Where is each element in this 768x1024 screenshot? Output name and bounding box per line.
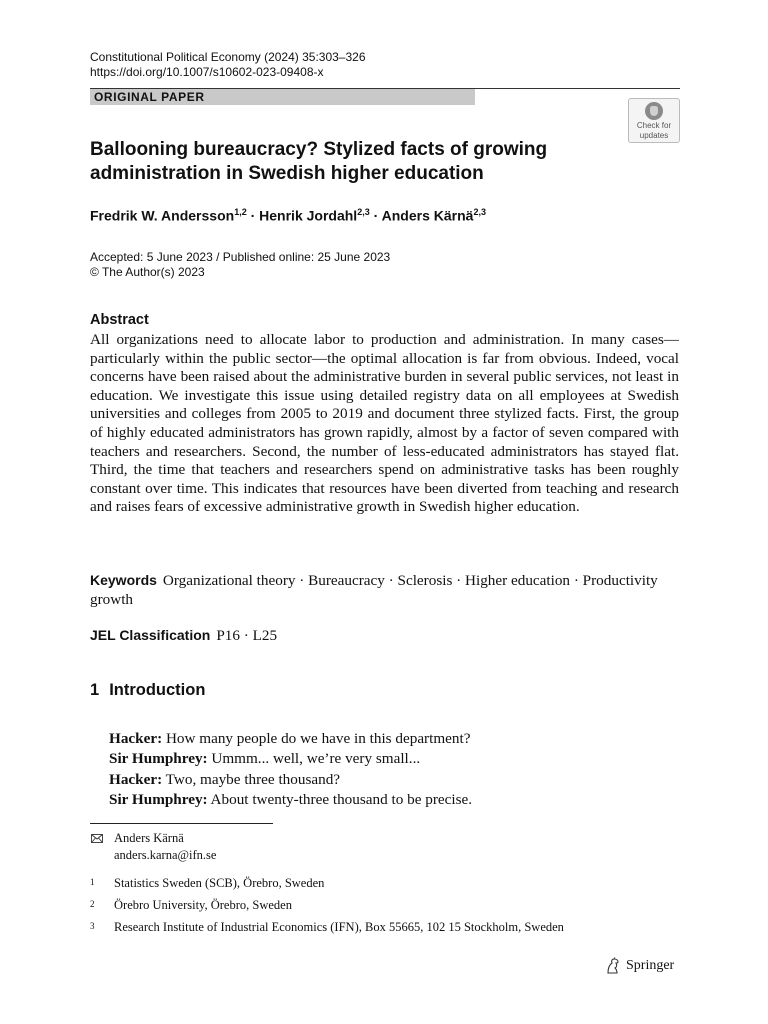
dialogue-speaker: Hacker: [109,770,163,788]
author-affiliation-marker: 2,3 [357,207,370,217]
dialogue-speaker: Hacker: [109,730,163,747]
dialogue-text: How many people do we have in this department? [162,730,471,747]
check-updates-line2: updates [639,131,669,140]
author-affiliation-marker: 1,2 [234,207,247,217]
jel-classification [90,627,277,645]
dialogue-line [109,749,472,769]
accepted-published-dates: Accepted: 5 June 2023 / Published online: 25 June 2023 [90,250,391,264]
section-heading [90,681,205,700]
section-title: Introduction [109,681,206,699]
title-line-1: Ballooning bureaucracy? Stylized facts of growing [90,139,548,160]
abstract-heading: Abstract [90,312,149,328]
publisher-logo [604,957,674,975]
copyright-notice: © The Author(s) 2023 [90,265,205,279]
journal-citation: Constitutional Political Economy (2024) 35:303–326 [90,50,366,64]
author-separator: · [246,207,260,224]
epigraph-dialogue [109,729,472,810]
publication-dates [90,250,390,280]
dialogue-line [109,729,472,749]
jel-label: JEL Classification [90,627,211,643]
author-separator: · [369,207,382,224]
affiliation-number: 1 [90,877,95,887]
bookmark-icon [645,102,663,120]
dialogue-line [109,790,472,810]
dialogue-line [109,770,472,790]
keywords-block [90,571,679,609]
affiliation-number: 2 [90,899,95,909]
corresponding-author-email[interactable]: anders.karna@ifn.se [114,848,217,862]
keywords-label: Keywords [90,572,157,588]
dialogue-speaker: Sir Humphrey: [109,750,208,768]
paper-type-label: ORIGINAL PAPER [94,90,205,104]
author-affiliation-marker: 2,3 [473,207,486,217]
affiliation-item [90,919,564,935]
keywords-text: Organizational theory · Bureaucracy · Sclerosis · Higher education · Productivity growth [90,572,658,608]
abstract-text: All organizations need to allocate labor to production and administration. In many cases—particularly within the public sector—the optimal allocation is far from obvious. Indeed, vocal concerns have been raised about the administrative burden in several public services, not least in education. We investigate this issue using detailed registry data on all employees at Swedish universities and colleges from 2005 to 2019 and document three stylized facts. First, the group of highly educated administrators has grown rapidly, almost by a factor of seven compared with teachers and researchers. Second, the number of less-educated administrators has stayed flat. Third, the time that teachers and researchers spend on administrative tasks has been roughly constant over time. This indicates that resources have been diverted from teaching and research and raises fears of excessive administrative growth in Swedish higher education. [90,331,679,516]
author-name[interactable]: Anders Kärnä [381,207,474,224]
springer-horse-icon [604,957,622,975]
publisher-name: Springer [626,958,675,973]
affiliation-item [90,897,292,913]
corresponding-author-name: Anders Kärnä [114,831,184,845]
corresponding-author [114,830,216,864]
paper-title [90,138,630,186]
title-line-2: administration in Swedish higher education [90,163,484,184]
affiliation-number: 3 [90,921,95,931]
author-list [90,207,486,224]
journal-reference [90,50,366,80]
section-number: 1 [90,681,100,699]
check-for-updates-badge[interactable] [628,98,680,143]
dialogue-text: Ummm... well, we’re very small... [207,750,421,768]
dialogue-text: About twenty-three thousand to be precise. [207,790,473,808]
doi-link[interactable]: https://doi.org/10.1007/s10602-023-09408-x [90,65,324,79]
dialogue-text: Two, maybe three thousand? [162,770,341,788]
check-updates-line1: Check for [636,121,672,130]
affiliation-item [90,875,324,891]
affiliation-text: Örebro University, Örebro, Sweden [114,898,292,912]
author-name[interactable]: Fredrik W. Andersson [90,207,235,224]
jel-codes: P16 · L25 [216,627,278,644]
envelope-icon [91,834,103,843]
affiliation-text: Research Institute of Industrial Economics (IFN), Box 55665, 102 15 Stockholm, Sweden [114,920,564,934]
author-name[interactable]: Henrik Jordahl [259,207,358,224]
affiliation-text: Statistics Sweden (SCB), Örebro, Sweden [114,876,325,890]
footnote-rule [90,823,273,824]
dialogue-speaker: Sir Humphrey: [109,790,208,808]
